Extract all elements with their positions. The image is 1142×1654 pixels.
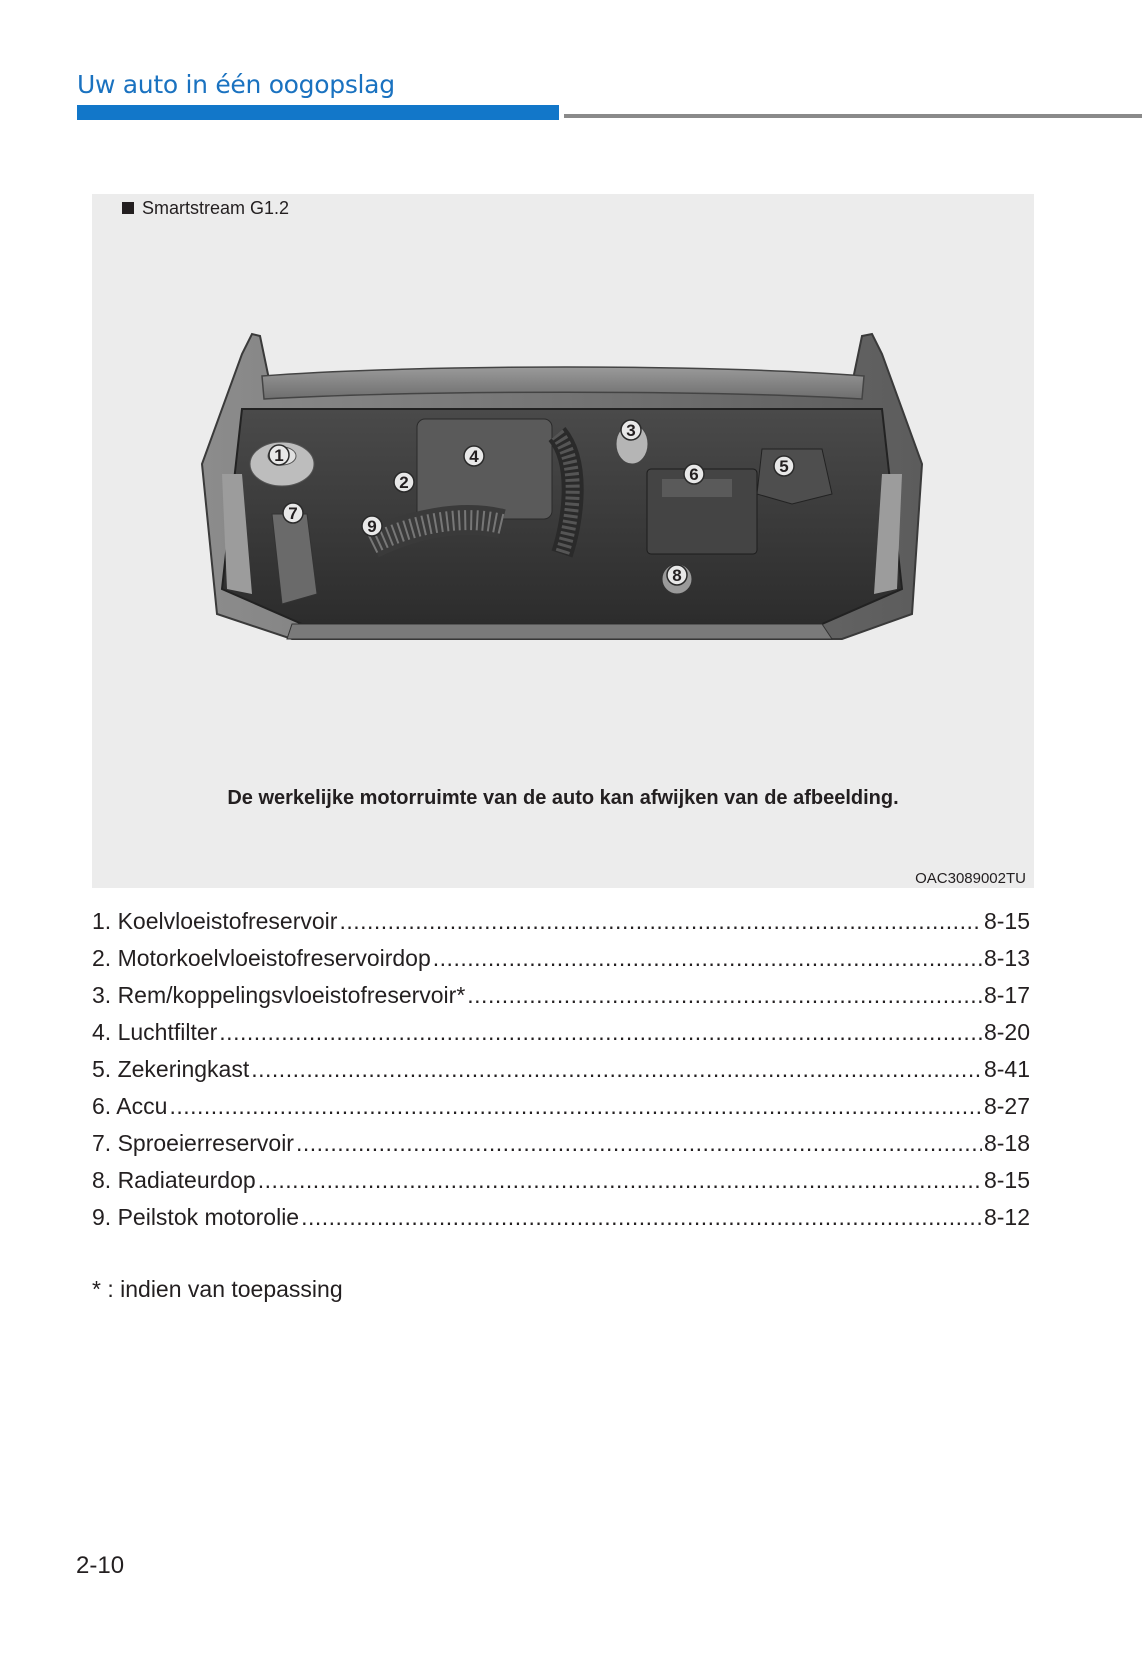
callout-2 xyxy=(394,472,414,492)
list-item xyxy=(92,1056,1030,1093)
dot-leader xyxy=(258,1167,982,1194)
item-label: 6. Accu xyxy=(92,1093,168,1119)
item-page: 8-27 xyxy=(983,1093,1030,1119)
square-bullet-icon xyxy=(122,202,134,214)
list-item xyxy=(92,1204,1030,1241)
svg-text:5: 5 xyxy=(779,457,789,476)
dot-leader xyxy=(169,1093,982,1120)
item-label: 1. Koelvloeistofreservoir xyxy=(92,908,338,934)
svg-text:1: 1 xyxy=(274,446,284,465)
engine-compartment-illustration xyxy=(92,194,1034,754)
component-list xyxy=(92,908,1030,1241)
callout-5 xyxy=(774,456,794,476)
dot-leader xyxy=(467,982,982,1009)
figure-code: OAC3089002TU xyxy=(915,870,1026,887)
svg-text:9: 9 xyxy=(367,517,377,536)
dot-leader xyxy=(219,1019,982,1046)
header-rule xyxy=(564,114,1142,118)
item-label: 8. Radiateurdop xyxy=(92,1167,256,1193)
item-page: 8-17 xyxy=(983,982,1030,1008)
svg-text:8: 8 xyxy=(672,566,682,585)
item-label: 2. Motorkoelvloeistofreservoirdop xyxy=(92,945,431,971)
callout-9 xyxy=(362,516,382,536)
dot-leader xyxy=(339,908,982,935)
list-item xyxy=(92,908,1030,945)
dot-leader xyxy=(296,1130,982,1157)
callout-3 xyxy=(621,420,641,440)
item-page: 8-12 xyxy=(983,1204,1030,1230)
item-label: 5. Zekeringkast xyxy=(92,1056,250,1082)
svg-text:4: 4 xyxy=(469,447,479,466)
dot-leader xyxy=(433,945,982,972)
list-item xyxy=(92,945,1030,982)
item-label: 9. Peilstok motorolie xyxy=(92,1204,300,1230)
callout-4 xyxy=(464,446,484,466)
item-page: 8-15 xyxy=(983,1167,1030,1193)
callout-8 xyxy=(667,565,687,585)
item-label: 7. Sproeierreservoir xyxy=(92,1130,294,1156)
chapter-title: Uw auto in één oogopslag xyxy=(77,70,395,99)
engine-variant-label xyxy=(122,198,289,219)
callout-6 xyxy=(684,464,704,484)
item-label: 3. Rem/koppelingsvloeistofreservoir* xyxy=(92,982,466,1008)
svg-text:3: 3 xyxy=(626,421,636,440)
item-page: 8-41 xyxy=(983,1056,1030,1082)
list-item xyxy=(92,1130,1030,1167)
item-page: 8-15 xyxy=(983,908,1030,934)
dot-leader xyxy=(301,1204,982,1231)
footnote: * : indien van toepassing xyxy=(92,1276,343,1302)
header-accent-bar xyxy=(77,105,559,120)
list-item xyxy=(92,982,1030,1019)
engine-figure xyxy=(92,194,1034,888)
engine-variant-text: Smartstream G1.2 xyxy=(142,198,290,218)
list-item xyxy=(92,1093,1030,1130)
list-item xyxy=(92,1167,1030,1204)
list-item xyxy=(92,1019,1030,1056)
svg-text:2: 2 xyxy=(399,473,409,492)
item-page: 8-20 xyxy=(983,1019,1030,1045)
svg-text:7: 7 xyxy=(288,504,298,523)
page-number: 2-10 xyxy=(76,1552,125,1579)
item-page: 8-18 xyxy=(983,1130,1030,1156)
item-label: 4. Luchtfilter xyxy=(92,1019,218,1045)
svg-text:6: 6 xyxy=(689,465,699,484)
callout-1 xyxy=(269,445,289,465)
item-page: 8-13 xyxy=(983,945,1030,971)
dot-leader xyxy=(251,1056,982,1083)
figure-disclaimer: De werkelijke motorruimte van de auto kan afwijken van de afbeelding. xyxy=(227,787,899,809)
callout-7 xyxy=(283,503,303,523)
